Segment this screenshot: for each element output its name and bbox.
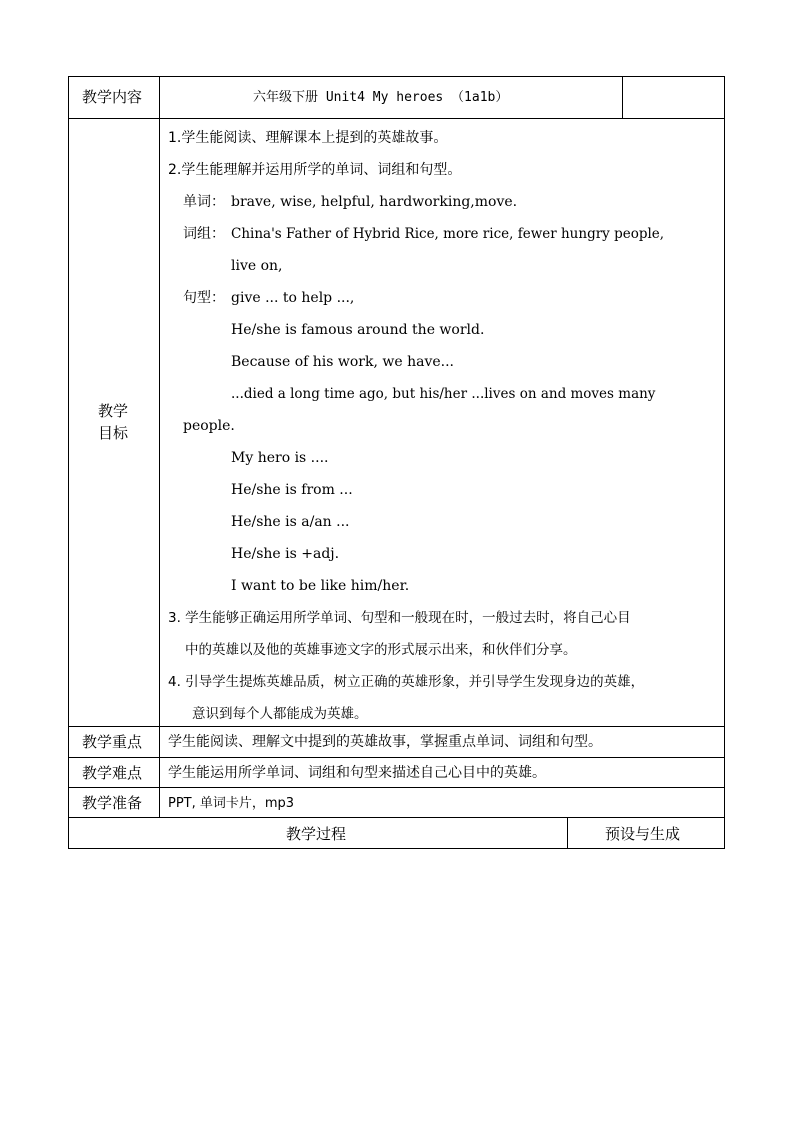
sentence-pattern: He/she is a/an ... [231, 514, 350, 530]
preparation-label: 教学准备 [82, 794, 143, 812]
sentence-pattern: I want to be like him/her. [231, 578, 410, 594]
objective-2: 2.学生能理解并运用所学的单词、词组和句型。 [168, 162, 462, 178]
objective-3-line-2: 中的英雄以及他的英雄事迹文字的形式展示出来，和伙伴们分享。 [185, 642, 577, 658]
objectives-label-line1: 教学 [98, 402, 129, 420]
table-border-right [724, 76, 725, 849]
row-divider [68, 726, 725, 727]
process-header: 教学过程 [286, 825, 347, 843]
objectives-label-line2: 目标 [98, 424, 129, 442]
phrases-label: 词组： [183, 226, 225, 242]
objective-4-line-1: 4. 引导学生提炼英雄品质，树立正确的英雄形象，并引导学生发现身边的英雄， [168, 674, 645, 690]
key-points-label: 教学重点 [82, 733, 143, 751]
key-points-value: 学生能阅读、理解文中提到的英雄故事，掌握重点单词、词组和句型。 [168, 734, 602, 750]
sentence-pattern-wrap: people. [183, 418, 235, 434]
preset-header: 预设与生成 [605, 825, 681, 843]
row-divider [68, 787, 725, 788]
sentence-pattern: ...died a long time ago, but his/her ...lives on and moves many [231, 386, 656, 402]
words-label: 单词： [183, 194, 225, 210]
difficulties-value: 学生能运用所学单词、词组和句型来描述自己心目中的英雄。 [168, 765, 546, 781]
row-divider [68, 757, 725, 758]
label-column-divider [159, 76, 160, 818]
sentence-pattern: My hero is .... [231, 450, 329, 466]
content-label: 教学内容 [82, 88, 143, 106]
process-column-divider [567, 817, 568, 849]
phrases-line-2: live on, [231, 258, 283, 274]
words-list: brave, wise, helpful, hardworking,move. [231, 194, 518, 210]
sentence-pattern: give ... to help ..., [231, 290, 355, 306]
preparation-value: PPT, 单词卡片，mp3 [168, 796, 295, 811]
objective-4-line-2: 意识到每个人都能成为英雄。 [192, 706, 368, 722]
lesson-plan-table [68, 76, 725, 849]
table-border-left [68, 76, 69, 849]
table-border-top [68, 76, 725, 77]
sentence-pattern: Because of his work, we have... [231, 354, 455, 370]
table-border-bottom [68, 848, 725, 849]
sentence-pattern: He/she is from ... [231, 482, 353, 498]
phrases-line-1: China's Father of Hybrid Rice, more rice, fewer hungry people, [231, 226, 665, 242]
row-divider [68, 817, 725, 818]
row-divider [68, 118, 725, 119]
sentence-pattern: He/she is +adj. [231, 546, 340, 562]
objective-3-line-1: 3. 学生能够正确运用所学单词、句型和一般现在时，一般过去时，将自己心目 [168, 610, 631, 626]
content-extra-divider [622, 76, 623, 119]
sentence-pattern: He/she is famous around the world. [231, 322, 485, 338]
difficulties-label: 教学难点 [82, 764, 143, 782]
objective-1: 1.学生能阅读、理解课本上提到的英雄故事。 [168, 130, 448, 146]
sentences-label: 句型： [183, 290, 225, 306]
content-value: 六年级下册 Unit4 My heroes （1a1b） [253, 90, 509, 105]
